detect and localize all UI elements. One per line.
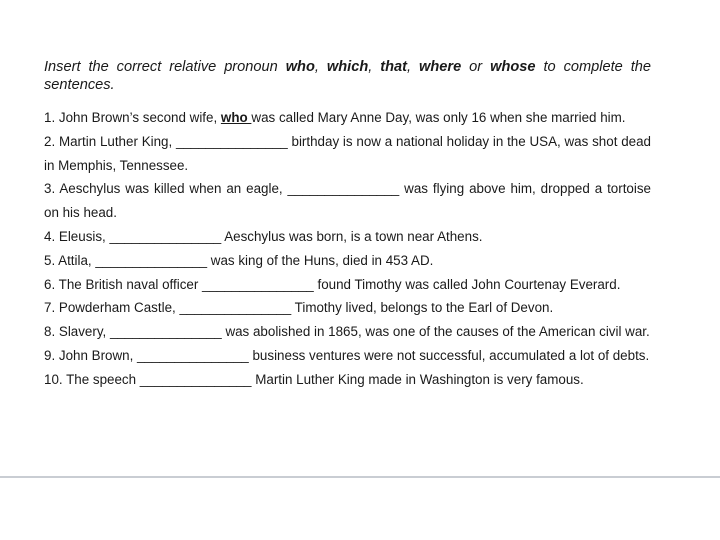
instruction-text: Insert the correct relative pronoun who, which, that, where or whose to complete the sentences. bbox=[44, 59, 652, 93]
answer-blank[interactable]: _______________ bbox=[137, 347, 249, 363]
pronoun-who: who bbox=[285, 59, 315, 75]
answer-blank[interactable]: _______________ bbox=[202, 276, 314, 292]
exercise-item-5: 5. Attila, _______________ was king of the Huns, died in 453 AD. bbox=[44, 252, 434, 268]
answer-blank[interactable]: _______________ bbox=[139, 371, 252, 387]
answer-blank[interactable]: _______________ bbox=[287, 181, 400, 197]
exercise-item-7: 7. Powderham Castle, _______________ Timothy lived, belongs to the Earl of Devon. bbox=[44, 300, 554, 316]
exercise-list bbox=[44, 106, 651, 392]
exercise-item-6: 6. The British naval officer _______________ found Timothy was called John Courtenay Everard. bbox=[44, 276, 621, 292]
answer-blank[interactable]: _______________ bbox=[176, 133, 288, 149]
exercise-item-10: 10. The speech _______________ Martin Luther King made in Washington is very famous. bbox=[44, 371, 584, 387]
exercise-item-9: 9. John Brown, _______________ business ventures were not successful, accumulated a lot of debts. bbox=[44, 347, 650, 363]
answer-blank[interactable]: _______________ bbox=[109, 228, 222, 244]
answer-blank[interactable]: _______________ bbox=[110, 324, 222, 340]
answer-blank[interactable]: _______________ bbox=[95, 252, 208, 268]
exercise-item-4: 4. Eleusis, _______________ Aeschylus was born, is a town near Athens. bbox=[44, 228, 483, 244]
pronoun-that: that bbox=[380, 59, 408, 75]
pronoun-whose: whose bbox=[490, 59, 536, 75]
worksheet bbox=[44, 58, 651, 392]
exercise-item-3: 3. Aeschylus was killed when an eagle, _______________ was flying above him, dropped a tortoise on his head. bbox=[44, 181, 651, 221]
pronoun-where: where bbox=[419, 59, 462, 75]
filled-answer: who bbox=[220, 110, 252, 125]
exercise-item-1: 1. John Brown’s second wife, who was called Mary Anne Day, was only 16 when she married him. bbox=[44, 110, 626, 125]
answer-blank[interactable]: _______________ bbox=[179, 300, 292, 316]
pronoun-which: which bbox=[326, 59, 369, 75]
bottom-divider bbox=[0, 476, 720, 478]
exercise-item-2: 2. Martin Luther King, _______________ birthday is now a national holiday in the USA, was shot dead in Memphis, Tennessee. bbox=[44, 133, 651, 173]
exercise-item-8: 8. Slavery, _______________ was abolished in 1865, was one of the causes of the American civil war. bbox=[44, 324, 650, 340]
